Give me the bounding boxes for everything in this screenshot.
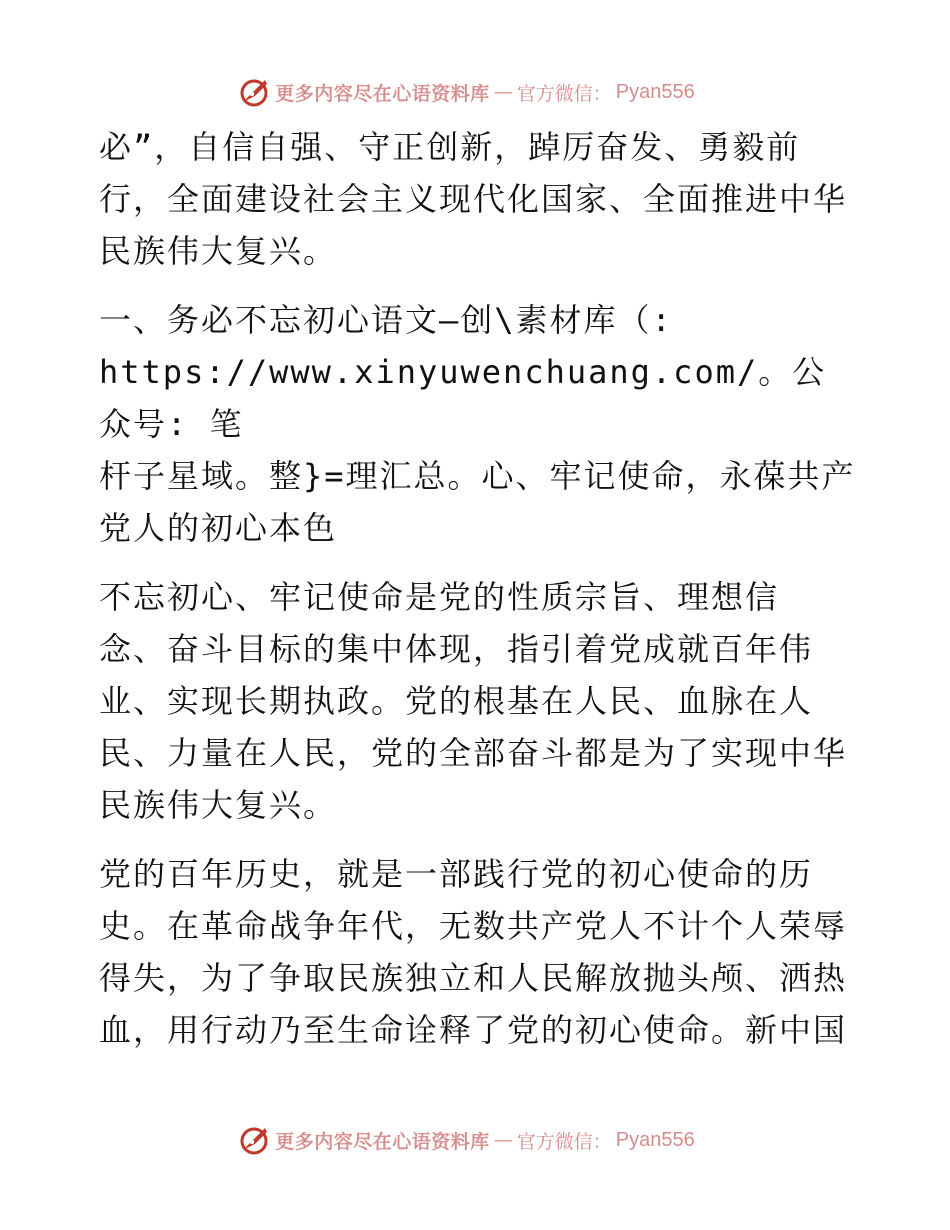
header-banner-content [239,76,695,108]
header-banner [0,72,950,112]
footer-dash: — [493,1129,513,1151]
header-dash: — [493,81,513,103]
paragraph: 一、务必不忘初心语文—创\素材库（: https://www.xinyuwenchuang.com/。公众号: 笔 杆子星域。整}=理汇总。心、牢记使命，永葆共产 党人的初心本色 [99,301,856,547]
footer-wechat-id: Pyan556 [615,1128,695,1151]
footer-banner-content [239,1124,695,1156]
document-body [99,121,859,1073]
header-wechat-label: 官方微信： [516,82,612,105]
header-wechat-id: Pyan556 [615,80,695,103]
header-site-text: 更多内容尽在心语资料库 [275,82,490,105]
footer-wechat-label: 官方微信： [516,1130,612,1153]
paragraph: 必”，自信自强、守正创新，踔厉奋发、勇毅前 行，全面建设社会主义现代化国家、全面推进中华 民族伟大复兴。 [99,128,848,270]
paragraph: 不忘初心、牢记使命是党的性质宗旨、理想信 念、奋斗目标的集中体现，指引着党成就百年伟 业、实现长期执政。党的根基在人民、血脉在人 民、力量在人民，党的全部奋斗都是为了实现中华 民族伟大复兴。 [99,578,848,824]
footer-banner [0,1120,950,1160]
pen-nib-logo-icon [239,1124,271,1156]
paragraph: 党的百年历史，就是一部践行党的初心使命的历 史。在革命战争年代，无数共产党人不计个人荣辱 得失，为了争取民族独立和人民解放抛头颅、洒热 血，用行动乃至生命诠释了党的初心使命。新中国 [99,855,848,1049]
footer-site-text: 更多内容尽在心语资料库 [275,1130,490,1153]
pen-nib-logo-icon [239,76,271,108]
